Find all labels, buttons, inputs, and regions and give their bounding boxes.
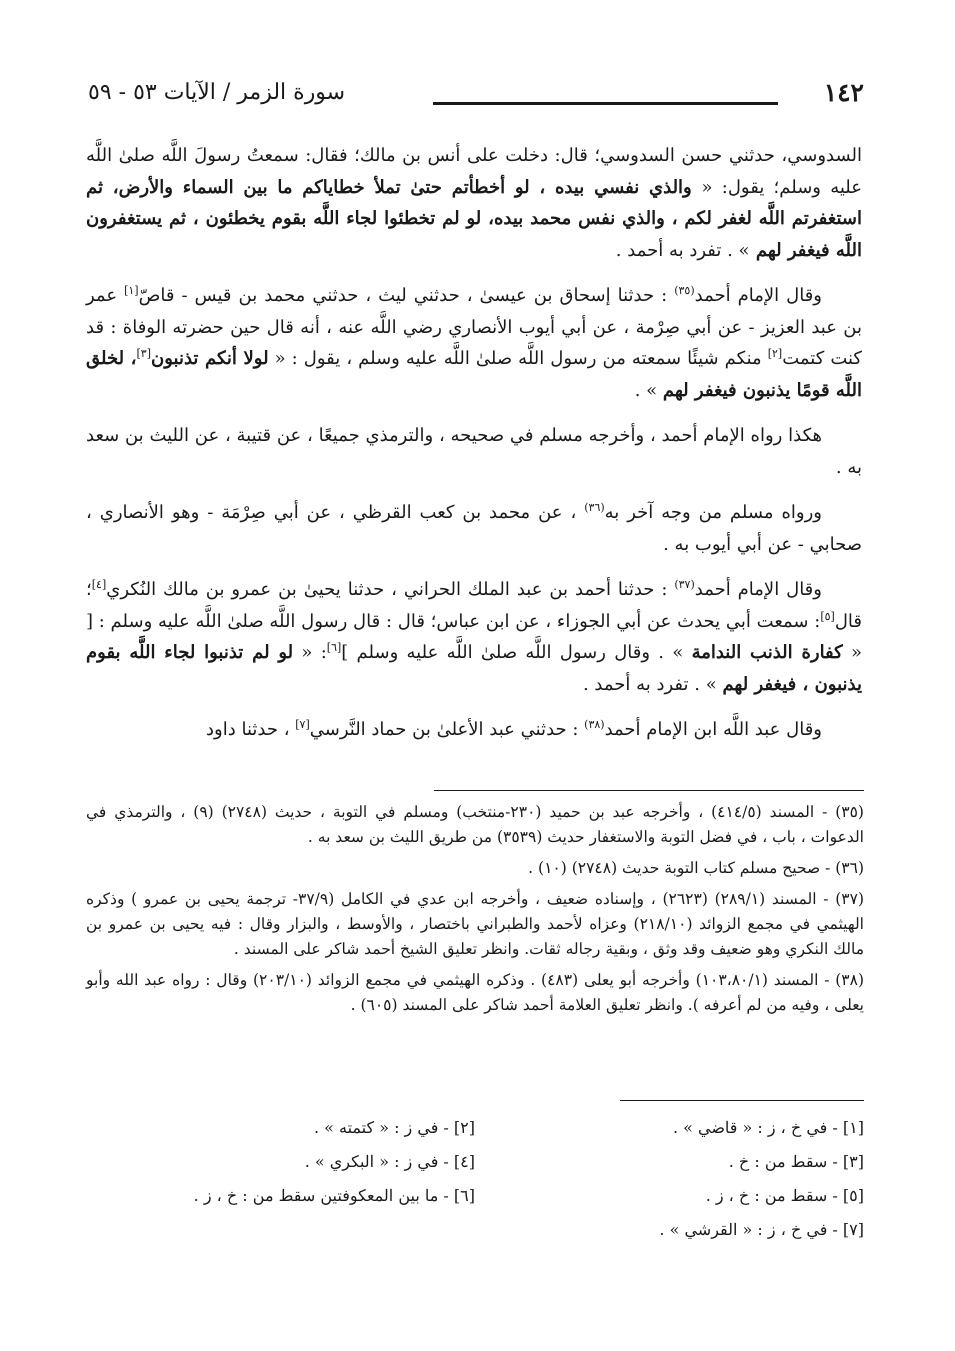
variant-note: [٦] - ما بين المعكوفتين سقط من : خ ، ز .	[193, 1186, 475, 1205]
page-number: ١٤٢	[823, 78, 864, 107]
main-text	[86, 140, 862, 760]
footnote-marker: (٣٧)	[674, 578, 695, 591]
variant-row	[86, 1220, 864, 1250]
text-run: السدوسي، حدثني حسن السدوسي؛ قال: دخلت على أنس بن مالك؛ فقال: سمعتُ رسولَ اللَّه صلىٰ اللَّه عليه وسلم؛ يقول: «	[86, 145, 863, 198]
variant-note	[86, 1220, 475, 1250]
variant-note: [٣] - سقط من : خ .	[728, 1152, 864, 1171]
variant-note: [٢] - في ز : « كتمته » .	[313, 1118, 475, 1137]
text-run: » . وقال رسول اللَّه صلىٰ اللَّه عليه وسلم ]	[341, 642, 692, 663]
paragraph-2	[86, 280, 862, 406]
variant-marker: [١]	[124, 284, 139, 297]
variant-marker: [٢]	[767, 347, 783, 360]
text-run: ورواه مسلم من وجه آخر به	[604, 502, 823, 523]
footnote-35: (٣٥) - المسند (٤١٤/٥) ، وأخرجه عبد بن حميد (٢٣٠-منتخب) ومسلم في التوبة ، حديث (٢٧٤٨) (٩) ، والترمذي في الدعوات ، باب ، في فضل التوبة والاستغفار حديث (٣٥٣٩) من طريق الليث بن سعد به .	[86, 803, 864, 846]
text-run: : حدثني عبد الأعلىٰ بن حماد النَّرسي	[309, 719, 585, 740]
paragraph-4	[86, 497, 862, 560]
text-run: وقال الإمام أحمد	[694, 285, 822, 306]
hadith-text: والذي نفسي بيده ، لو أخطأتم حتىٰ تملأ خطاياكم ما بين السماء والأرض، ثم استغفرتم اللَّه لغفر لكم ، والذي نفس محمد بيده، لو لم تخطئوا لجاء اللَّه بقوم يخطئون ، ثم يستغفرون اللَّه فيغفر لهم	[86, 176, 862, 261]
text-run: : حدثنا أحمد بن عبد الملك الحراني ، حدثنا يحيىٰ بن عمرو بن مالك النُكري	[106, 579, 675, 600]
text-run: : «	[293, 642, 327, 663]
variant-note: [٧] - في خ ، ز : « القرشي » .	[659, 1220, 864, 1239]
hadith-text: لولا أنكم تذنبون	[151, 348, 269, 369]
variant-row	[86, 1186, 864, 1216]
text-run: وقال عبد اللَّه ابن الإمام أحمد	[604, 719, 822, 740]
variant-marker: [٣]	[136, 347, 151, 360]
variant-note: [١] - في خ ، ز : « قاضي » .	[672, 1118, 864, 1137]
running-title: سورة الزمر / الآيات ٥٣ - ٥٩	[88, 80, 346, 105]
hadith-text: لو لم تذنبوا لجاء اللَّه بقوم يذنبون ، فيغفر لهم	[86, 642, 862, 695]
text-run: ، عن محمد بن كعب القرظي ، عن أبي صِرْمَة - وهو الأنصاري ، صحابي - عن أبي أيوب به .	[86, 502, 862, 555]
variant-marker: [٧]	[295, 718, 310, 731]
footnote-38: (٣٨) - المسند (١٠٣،٨٠/١) وأخرجه أبو يعلى (٤٨٣) . وذكره الهيثمي في مجمع الزوائد (٢٠٣/١٠) وقال : رواه عبد الله وأبو يعلى ، وفيه من لم أعرفه ). وانظر تعليق العلامة أحمد شاكر على المسند (٦٠٥) .	[86, 971, 865, 1014]
variant-row	[86, 1118, 864, 1148]
variant-note: [٤] - في ز : « البكري » .	[304, 1152, 475, 1171]
header-rule	[433, 102, 778, 105]
variants-rule	[620, 1100, 864, 1101]
text-run: : سمعت أبي يحدث عن أبي الجوزاء ، عن ابن عباس؛ قال : قال رسول اللَّه صلىٰ اللَّه عليه وسلم : [ «	[86, 610, 863, 663]
text-run: عمر بن عبد العزيز - عن أبي صِرْمة ، عن أبي أيوب الأنصاري رضي اللَّه عنه ، أنه قال حين حضرته الوفاة : قد كنت كتمت	[86, 285, 863, 369]
text-run: : حدثنا إسحاق بن عيسىٰ ، حدثني ليث ، حدثني محمد بن قيس - قاصّ	[138, 285, 675, 306]
variant-row	[86, 1152, 864, 1182]
paragraph-5	[86, 574, 862, 700]
footnote-rule	[434, 790, 864, 791]
text-run: » . تفرد به أحمد .	[615, 239, 750, 261]
text-run: وقال الإمام أحمد	[694, 579, 822, 600]
text-run: ؛ قال	[86, 579, 862, 632]
paragraph-1	[86, 140, 862, 266]
variant-marker: [٦]	[326, 641, 342, 654]
variant-marker: [٥]	[820, 609, 835, 623]
hadith-text: كفارة الذنب الندامة	[691, 642, 843, 663]
footnote-marker: (٣٥)	[674, 284, 695, 297]
footnotes	[86, 800, 864, 1024]
footnote-marker: (٣٦)	[584, 501, 605, 514]
text-run: ، حدثنا داود	[206, 719, 296, 740]
text-run: » . تفرد به أحمد .	[582, 673, 723, 695]
text-run: » .	[634, 379, 663, 401]
page-header	[88, 78, 864, 118]
footnote-36: (٣٦) - صحيح مسلم كتاب التوبة حديث (٢٧٤٨) (١٠) .	[528, 859, 864, 877]
footnote-marker: (٣٨)	[584, 718, 605, 731]
footnote-37: (٣٧) - المسند (٢٨٩/١) (٢٦٢٣) ، وإسناده ضعيف ، وأخرجه ابن عدي في الكامل (٣٧/٩- ترجمة يحيى بن عمرو ) وذكره الهيثمي في مجمع الزوائد (٢١٨/١٠) وعزاه لأحمد والطبراني باختصار ، والأوسط ، والبزار وقال : فيه يحيى بن عمرو بن مالك النكري وهو ضعيف وقد وثق ، وبقية رجاله ثقات. وانظر تعليق الشيخ أحمد شاكر على المسند .	[86, 890, 864, 958]
paragraph-3: هكذا رواه الإمام أحمد ، وأخرجه مسلم في صحيحه ، والترمذي جميعًا ، عن قتيبة ، عن الليث بن سعد به .	[86, 425, 862, 478]
paragraph-6	[86, 714, 862, 746]
variant-note: [٥] - سقط من : خ ، ز .	[705, 1186, 864, 1205]
manuscript-variants	[86, 1118, 864, 1254]
variant-marker: [٤]	[91, 578, 107, 591]
hadith-text: ، لخلق اللَّه قومًا يذنبون فيغفر لهم	[86, 348, 862, 401]
text-run: منكم شيئًا سمعته من رسول اللَّه صلىٰ اللَّه عليه وسلم ، يقول : «	[268, 348, 768, 369]
